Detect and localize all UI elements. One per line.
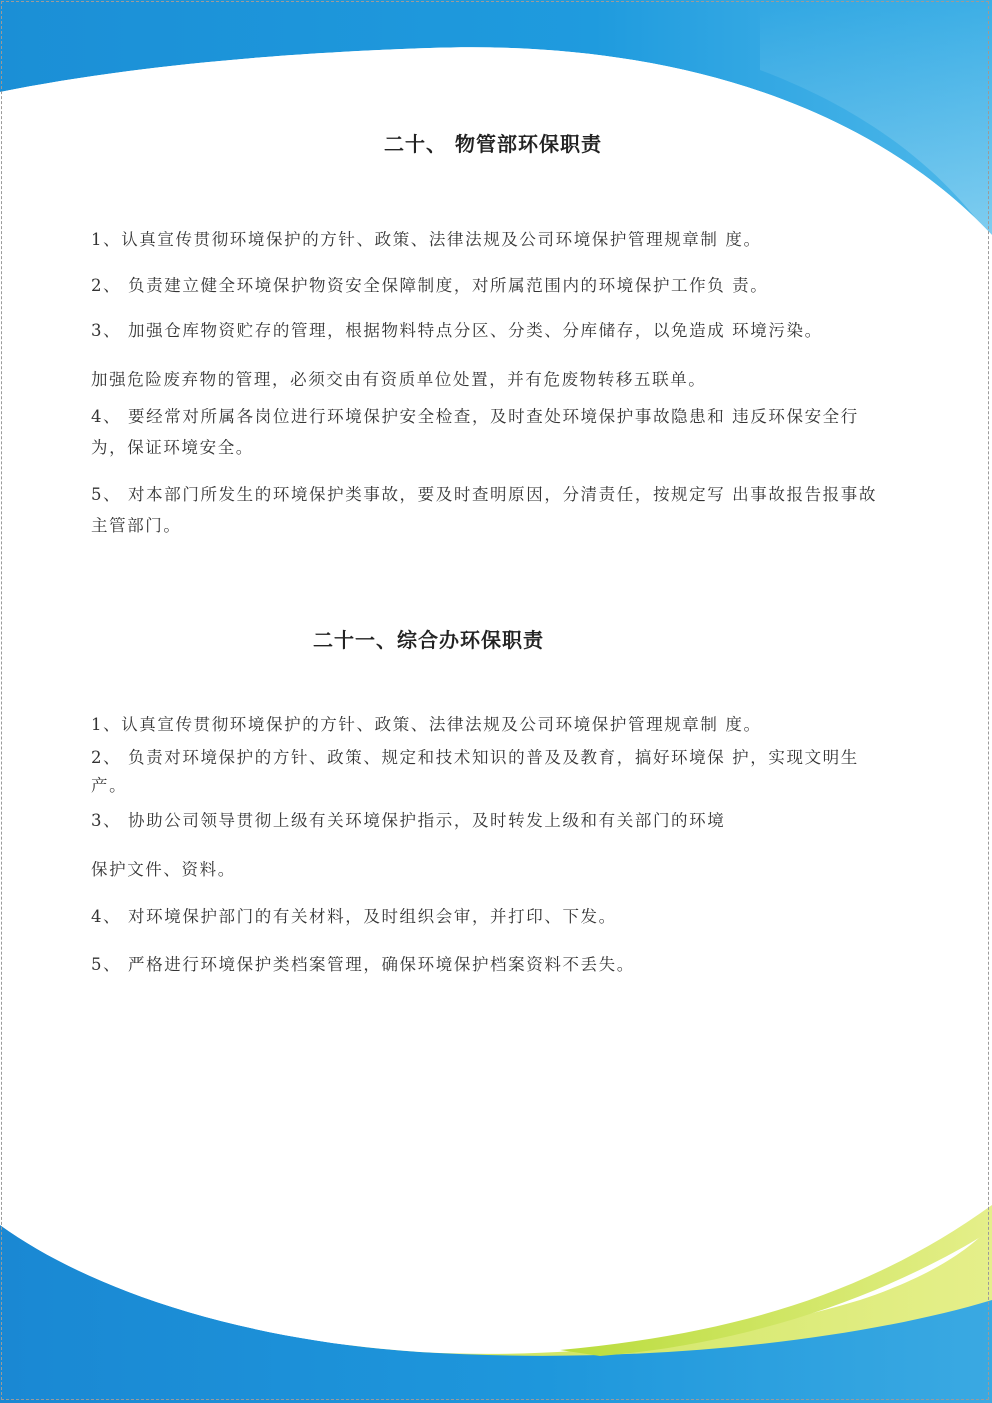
section-1-title: 二十、 物管部环保职责	[384, 132, 602, 156]
section-1-item-4: 4、 要经常对所属各岗位进行环境保护安全检查，及时查处环境保护事故隐患和 违反环保安全行为，保证环境安全。	[91, 407, 859, 457]
section-2-title: 二十一、综合办环保职责	[313, 628, 544, 652]
section-1-item-3: 3、 加强仓库物资贮存的管理，根据物料特点分区、分类、分库储存，以免造成 环境污染。	[91, 321, 823, 340]
section-2-item-4: 4、 对环境保护部门的有关材料，及时组织会审，并打印、下发。	[91, 907, 617, 926]
section-2-item-3-cont: 保护文件、资料。	[91, 860, 236, 879]
section-2-item-3: 3、 协助公司领导贯彻上级有关环境保护指示，及时转发上级和有关部门的环境	[91, 811, 726, 830]
section-1-item-1: 1、认真宣传贯彻环境保护的方针、政策、法律法规及公司环境保护管理规章制 度。	[91, 230, 762, 249]
section-1-item-5: 5、 对本部门所发生的环境保护类事故，要及时查明原因，分清责任，按规定写 出事故报告报事故主管部门。	[91, 485, 877, 535]
section-2-item-2: 2、 负责对环境保护的方针、政策、规定和技术知识的普及及教育，搞好环境保 护，实现文明生产。	[91, 748, 859, 795]
section-1-item-2: 2、 负责建立健全环境保护物资安全保障制度，对所属范围内的环境保护工作负 责。	[91, 276, 769, 295]
section-1-item-3-cont: 加强危险废弃物的管理，必须交由有资质单位处置，并有危废物转移五联单。	[91, 370, 707, 389]
section-2-item-1: 1、认真宣传贯彻环境保护的方针、政策、法律法规及公司环境保护管理规章制 度。	[91, 715, 762, 734]
section-2-item-5: 5、 严格进行环境保护类档案管理，确保环境保护档案资料不丢失。	[91, 955, 635, 974]
